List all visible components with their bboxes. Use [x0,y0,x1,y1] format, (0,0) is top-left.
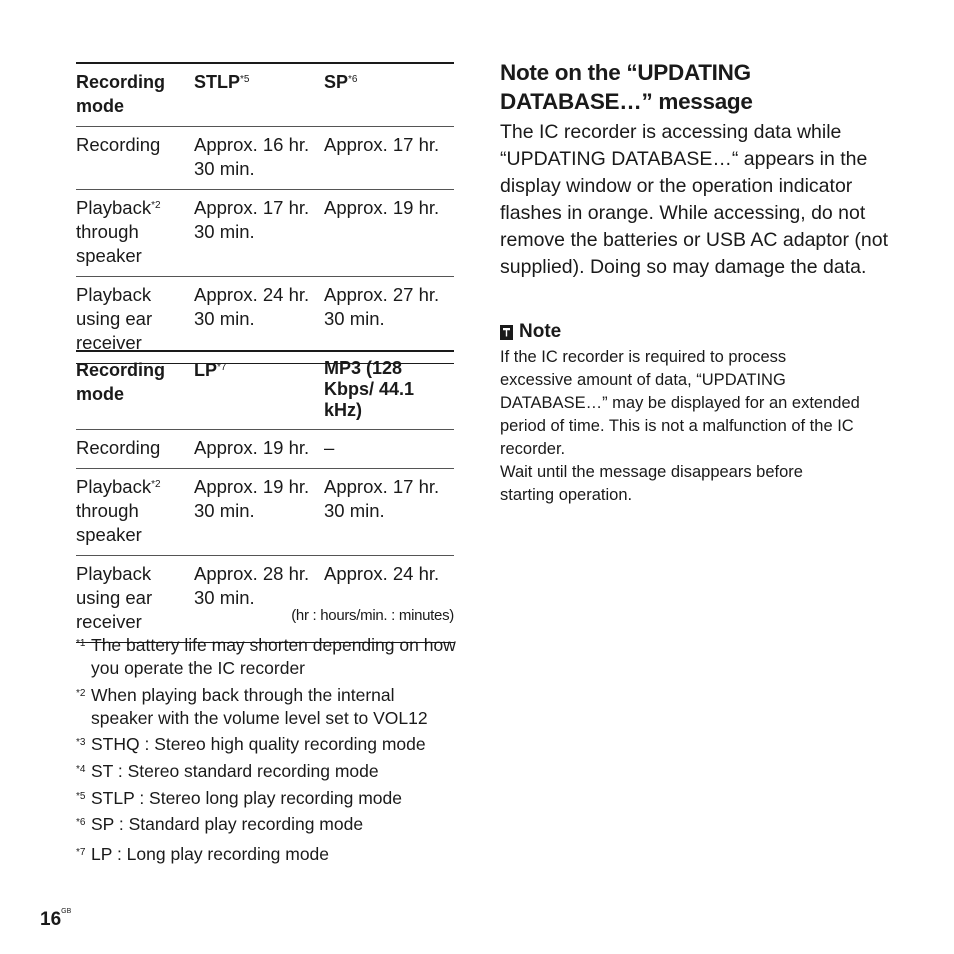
footnote-mark: *2 [76,688,86,699]
cell-value: Approx. 17 hr. 30 min. [194,190,324,277]
cell-value: Approx. 27 hr. 30 min. [324,277,454,364]
cell-value: Approx. 24 hr. 30 min. [194,277,324,364]
footnote-text: STLP : Stereo long play recording mode [91,788,402,808]
table-row [76,556,454,643]
footnote-5 [76,787,456,810]
cell-value: Approx. 16 hr. 30 min. [194,127,324,190]
units-note: (hr : hours/min. : minutes) [291,607,454,624]
footnote-3 [76,733,456,756]
note-label: Note [519,321,562,342]
table-row [76,190,454,277]
row-label: Playback using ear receiver [76,277,194,364]
recording-time-table-1 [76,62,454,364]
footnote-7 [76,843,456,866]
recording-time-table-2 [76,350,454,643]
footnote-2 [76,684,456,730]
table-header-row [76,351,454,430]
footnote-mark: *4 [76,764,86,775]
note-text-1: If the IC recorder is required to process excessive amount of data, “UPDATING DATABASE…” may be displayed for an extended period of time. This is not a malfunction of the IC recorder. [500,348,860,458]
cell-value: Approx. 17 hr. 30 min. [324,469,454,556]
note-heading [500,321,561,343]
row-label: Playback$^{*2}$ through speaker [76,469,194,556]
header-sp: SP$^{*6}$ [324,63,454,127]
table-row [76,430,454,469]
cell-value: Approx. 19 hr. [194,430,324,469]
row-label: Recording [76,127,194,190]
header-stlp: STLP$^{*5}$ [194,63,324,127]
table-row [76,127,454,190]
row-label: Recording [76,430,194,469]
footnote-mark: *5 [76,791,86,802]
footnote-mark: *1 [76,638,86,649]
footnote-text: LP : Long play recording mode [91,844,330,864]
cell-value: Approx. 17 hr. [324,127,454,190]
footnote-4 [76,760,456,783]
footnote-text: ST : Stereo standard recording mode [91,761,379,781]
header-lp: LP$^{*7}$ [194,351,324,430]
section-body: The IC recorder is accessing data while “UPDATING DATABASE…“ appears in the display window or the operation indicator flashes in orange. While accessing, do not remove the batteries or USB AC adaptor (not supplied). Doing so may damage the data. [500,121,889,278]
header-recording-mode: Recording mode [76,351,194,430]
footnote-mark: *3 [76,737,86,748]
cell-value: Approx. 28 hr. 30 min. [194,556,324,643]
header-mp3: MP3 (128 Kbps/ 44.1 kHz) [324,351,454,430]
note-icon [500,325,513,340]
cell-value: Approx. 19 hr. 30 min. [194,469,324,556]
footnote-6 [76,813,456,836]
note-body [500,346,860,507]
row-label: Playback using ear receiver [76,556,194,643]
footnote-text: The battery life may shorten depending on how you operate the IC recorder [91,635,456,678]
header-recording-mode: Recording mode [76,63,194,127]
page-number: $16^{GB}$ [40,908,72,930]
cell-value: Approx. 24 hr. [324,556,454,643]
footnote-text: When playing back through the internal speaker with the volume level set to VOL12 [91,685,428,728]
footnote-text: SP : Standard play recording mode [91,814,364,834]
footnote-mark: *7 [76,847,86,858]
table-header-row [76,63,454,127]
row-label: Playback$^{*2}$ through speaker [76,190,194,277]
footnote-text: STHQ : Stereo high quality recording mode [91,734,426,754]
note-text-2: Wait until the message disappears before starting operation. [500,463,803,504]
cell-value: Approx. 19 hr. [324,190,454,277]
table-row [76,469,454,556]
section-heading: Note on the “UPDATING DATABASE…” message [500,60,753,114]
footnote-1 [76,634,456,680]
cell-value: – [324,430,454,469]
footnote-mark: *6 [76,817,86,828]
